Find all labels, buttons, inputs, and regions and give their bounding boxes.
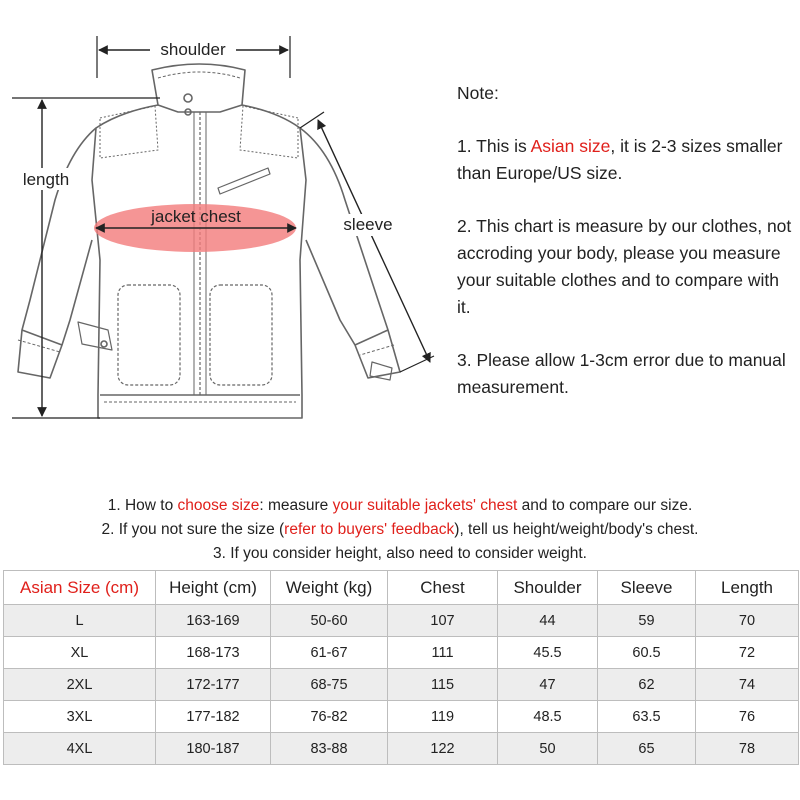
table-cell: 119 [388,701,498,733]
table-cell: 44 [498,605,598,637]
table-row [4,605,799,637]
note-item-1: 1. This is Asian size, it is 2-3 sizes smaller than Europe/US size. [457,136,783,183]
size-instructions [0,494,800,566]
table-row [4,669,799,701]
table-row [4,701,799,733]
table-cell: 74 [696,669,799,701]
table-cell: 122 [388,733,498,765]
table-cell: 50-60 [271,605,388,637]
note-item-3: 3. Please allow 1-3cm error due to manual measurement. [457,350,786,397]
table-cell: 111 [388,637,498,669]
table-header-row [4,571,799,605]
table-cell: 48.5 [498,701,598,733]
asian-size-highlight: Asian size [530,136,611,156]
sleeve-label: sleeve [343,215,393,234]
table-cell: 3XL [4,701,156,733]
header-sleeve: Sleeve [598,571,696,605]
header-asian-size: Asian Size (cm) [4,571,156,605]
note-item-2: 2. This chart is measure by our clothes, not accroding your body, please you measure your suitable clothes and to compare with it. [457,216,792,317]
header-length: Length [696,571,799,605]
table-cell: 76 [696,701,799,733]
table-cell: 172-177 [156,669,271,701]
jacket-measurement-diagram [0,0,450,440]
note-block [457,80,797,427]
header-chest: Chest [388,571,498,605]
table-cell: 60.5 [598,637,696,669]
table-cell: 72 [696,637,799,669]
length-label: length [22,170,70,189]
header-weight: Weight (kg) [271,571,388,605]
table-cell: 163-169 [156,605,271,637]
table-cell: 65 [598,733,696,765]
table-cell: 177-182 [156,701,271,733]
table-cell: 68-75 [271,669,388,701]
table-cell: 107 [388,605,498,637]
header-shoulder: Shoulder [498,571,598,605]
shoulder-label: shoulder [160,40,226,59]
table-cell: XL [4,637,156,669]
instruction-line-1: 1. How to choose size: measure your suitable jackets' chest and to compare our size. [107,497,693,514]
note-title: Note: [457,83,499,103]
table-cell: 180-187 [156,733,271,765]
table-cell: 115 [388,669,498,701]
table-cell: L [4,605,156,637]
header-height: Height (cm) [156,571,271,605]
sleeve-arrow [318,120,430,362]
table-cell: 83-88 [271,733,388,765]
table-cell: 2XL [4,669,156,701]
instruction-line-2: 2. If you not sure the size (refer to buyers' feedback), tell us height/weight/body's chest. [101,521,699,538]
table-cell: 61-67 [271,637,388,669]
table-cell: 47 [498,669,598,701]
instruction-line-3: 3. If you consider height, also need to consider weight. [213,545,587,562]
table-cell: 63.5 [598,701,696,733]
table-cell: 76-82 [271,701,388,733]
table-row [4,637,799,669]
table-row [4,733,799,765]
table-cell: 59 [598,605,696,637]
table-cell: 78 [696,733,799,765]
table-cell: 50 [498,733,598,765]
table-cell: 62 [598,669,696,701]
table-cell: 45.5 [498,637,598,669]
size-chart-table [3,570,799,765]
table-cell: 168-173 [156,637,271,669]
table-cell: 70 [696,605,799,637]
chest-label: jacket chest [151,207,241,226]
table-cell: 4XL [4,733,156,765]
